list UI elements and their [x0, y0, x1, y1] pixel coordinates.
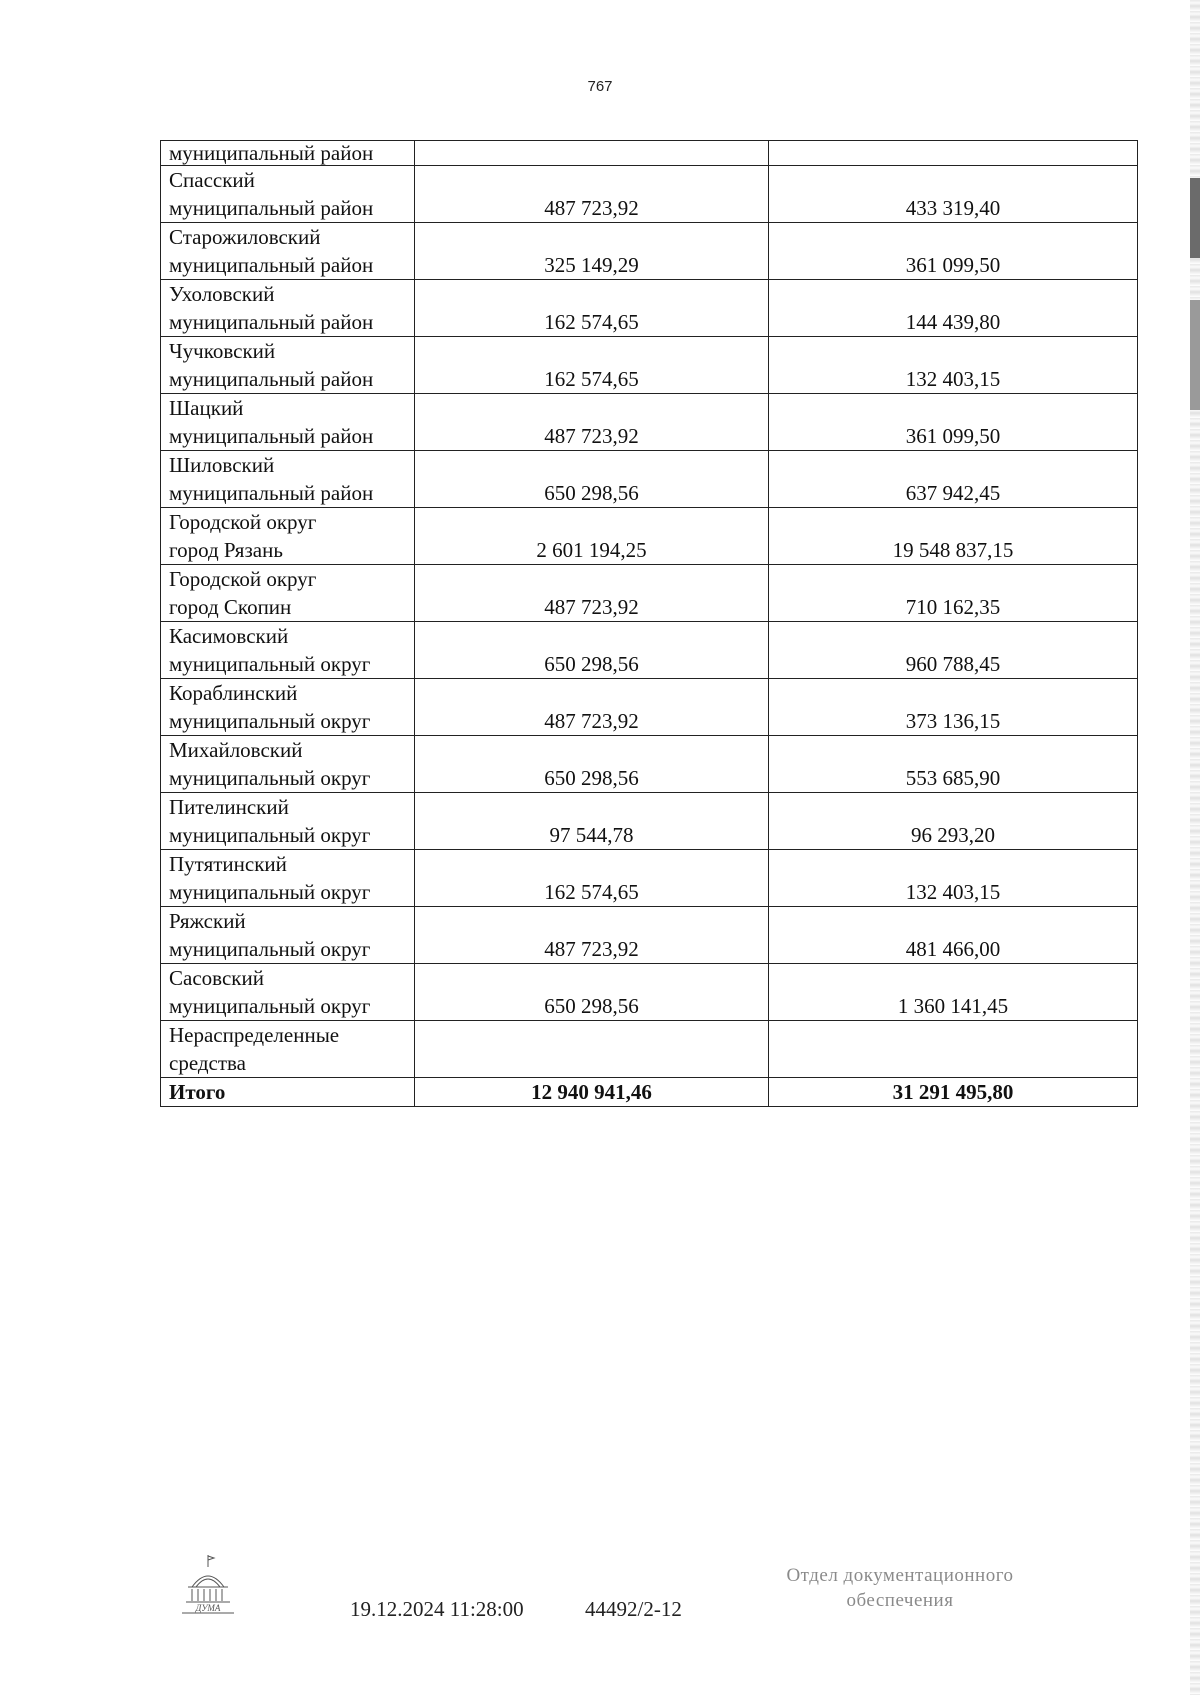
region-name-line1: Кораблинский — [169, 681, 298, 705]
value2-cell — [769, 1021, 1138, 1078]
value1-cell: 325 149,29 — [415, 223, 769, 280]
table-row — [161, 907, 1138, 964]
region-name-line1: Сасовский — [169, 966, 264, 990]
value1-cell: 650 298,56 — [415, 622, 769, 679]
value1-cell: 97 544,78 — [415, 793, 769, 850]
value1-cell: 162 574,65 — [415, 280, 769, 337]
region-name-line2: муниципальный округ — [169, 652, 371, 676]
table-row — [161, 793, 1138, 850]
region-name-line2: город Рязань — [169, 538, 283, 562]
table-row — [161, 679, 1138, 736]
value1-cell: 650 298,56 — [415, 964, 769, 1021]
table-row — [161, 141, 1138, 166]
region-name-line1: Михайловский — [169, 738, 303, 762]
region-name-line2: муниципальный округ — [169, 994, 371, 1018]
value2-cell: 373 136,15 — [769, 679, 1138, 736]
table-row — [161, 850, 1138, 907]
table-row — [161, 1021, 1138, 1078]
value1-cell: 487 723,92 — [415, 679, 769, 736]
logo-text: ДУМА — [195, 1603, 221, 1613]
region-name-line1: Шацкий — [169, 396, 244, 420]
region-name-cell — [161, 280, 415, 337]
total-row — [161, 1078, 1138, 1107]
region-name-line1: Городской округ — [169, 567, 317, 591]
total-value1-cell: 12 940 941,46 — [415, 1078, 769, 1107]
region-name-line1: Нераспределенные — [169, 1023, 340, 1047]
value1-cell: 650 298,56 — [415, 451, 769, 508]
region-name-line1: Путятинский — [169, 852, 287, 876]
region-name-cell — [161, 736, 415, 793]
region-name-cell — [161, 508, 415, 565]
table-row — [161, 337, 1138, 394]
region-name-cell — [161, 679, 415, 736]
table-row — [161, 736, 1138, 793]
region-name-cell — [161, 166, 415, 223]
region-name-cell — [161, 337, 415, 394]
duma-logo — [178, 1553, 236, 1619]
value2-cell: 1 360 141,45 — [769, 964, 1138, 1021]
region-name-line1: Пителинский — [169, 795, 289, 819]
region-name-line1: Шиловский — [169, 453, 275, 477]
value2-cell: 19 548 837,15 — [769, 508, 1138, 565]
scan-edge-mark — [1190, 300, 1200, 410]
region-name-cell — [161, 394, 415, 451]
region-name-line1: Чучковский — [169, 339, 276, 363]
value2-cell: 481 466,00 — [769, 907, 1138, 964]
footer-datetime: 19.12.2024 11:28:00 — [350, 1597, 524, 1621]
value2-cell: 433 319,40 — [769, 166, 1138, 223]
footer-doc-number: 44492/2-12 — [585, 1597, 682, 1621]
region-name-cell — [161, 964, 415, 1021]
value2-cell: 553 685,90 — [769, 736, 1138, 793]
value2-cell: 96 293,20 — [769, 793, 1138, 850]
value2-cell: 710 162,35 — [769, 565, 1138, 622]
value1-cell: 2 601 194,25 — [415, 508, 769, 565]
stamp-line2: обеспечения — [846, 1590, 954, 1611]
value2-cell: 637 942,45 — [769, 451, 1138, 508]
table-row — [161, 280, 1138, 337]
region-name-line2: муниципальный район — [169, 367, 374, 391]
value2-cell: 132 403,15 — [769, 850, 1138, 907]
page-number: 767 — [587, 78, 613, 95]
table-row — [161, 451, 1138, 508]
region-name-cell — [161, 793, 415, 850]
region-name-cell — [161, 565, 415, 622]
region-name-line2: муниципальный округ — [169, 766, 371, 790]
region-name-line1: Старожиловский — [169, 225, 321, 249]
region-name-line2: муниципальный район — [169, 424, 374, 448]
table-row — [161, 964, 1138, 1021]
value2-cell: 144 439,80 — [769, 280, 1138, 337]
region-name-cell — [161, 622, 415, 679]
value1-cell: 487 723,92 — [415, 565, 769, 622]
table-row — [161, 166, 1138, 223]
table-row — [161, 223, 1138, 280]
total-label-cell: Итого — [161, 1078, 415, 1107]
value2-cell: 960 788,45 — [769, 622, 1138, 679]
value2-cell — [769, 141, 1138, 166]
table-row — [161, 394, 1138, 451]
region-name-line2: муниципальный район — [169, 253, 374, 277]
value1-cell: 650 298,56 — [415, 736, 769, 793]
table-row — [161, 508, 1138, 565]
region-name-line2: муниципальный район — [169, 481, 374, 505]
value1-cell: 487 723,92 — [415, 907, 769, 964]
region-name-line2: муниципальный округ — [169, 937, 371, 961]
region-name-line2: средства — [169, 1051, 247, 1075]
region-name-line2: муниципальный район — [169, 196, 374, 220]
region-name-line1: Ряжский — [169, 909, 246, 933]
value2-cell: 132 403,15 — [769, 337, 1138, 394]
region-name-cell — [161, 1021, 415, 1078]
value1-cell — [415, 141, 769, 166]
region-name-cell — [161, 451, 415, 508]
region-name-cell: муниципальный район — [161, 141, 415, 166]
total-value2-cell: 31 291 495,80 — [769, 1078, 1138, 1107]
region-name-line2: муниципальный округ — [169, 823, 371, 847]
region-name-line2: муниципальный округ — [169, 880, 371, 904]
value1-cell: 162 574,65 — [415, 337, 769, 394]
budget-table-container — [160, 140, 1137, 1107]
value2-cell: 361 099,50 — [769, 223, 1138, 280]
region-name-line1: Ухоловский — [169, 282, 275, 306]
scan-edge-mark — [1190, 178, 1200, 258]
region-name-cell — [161, 223, 415, 280]
region-name-cell — [161, 907, 415, 964]
value1-cell: 487 723,92 — [415, 394, 769, 451]
table-row — [161, 622, 1138, 679]
region-name-line2: город Скопин — [169, 595, 292, 619]
region-name-cell — [161, 850, 415, 907]
value1-cell: 162 574,65 — [415, 850, 769, 907]
value1-cell — [415, 1021, 769, 1078]
region-name-line2: муниципальный район — [169, 310, 374, 334]
table-row — [161, 565, 1138, 622]
region-name-line1: Спасский — [169, 168, 255, 192]
region-name-line1: Городской округ — [169, 510, 317, 534]
budget-table — [160, 140, 1138, 1107]
department-stamp — [735, 1563, 1065, 1613]
value2-cell: 361 099,50 — [769, 394, 1138, 451]
budget-table-body — [161, 141, 1138, 1107]
stamp-line1: Отдел документационного — [786, 1565, 1014, 1586]
region-name-line1: Касимовский — [169, 624, 289, 648]
region-name-line2: муниципальный округ — [169, 709, 371, 733]
value1-cell: 487 723,92 — [415, 166, 769, 223]
